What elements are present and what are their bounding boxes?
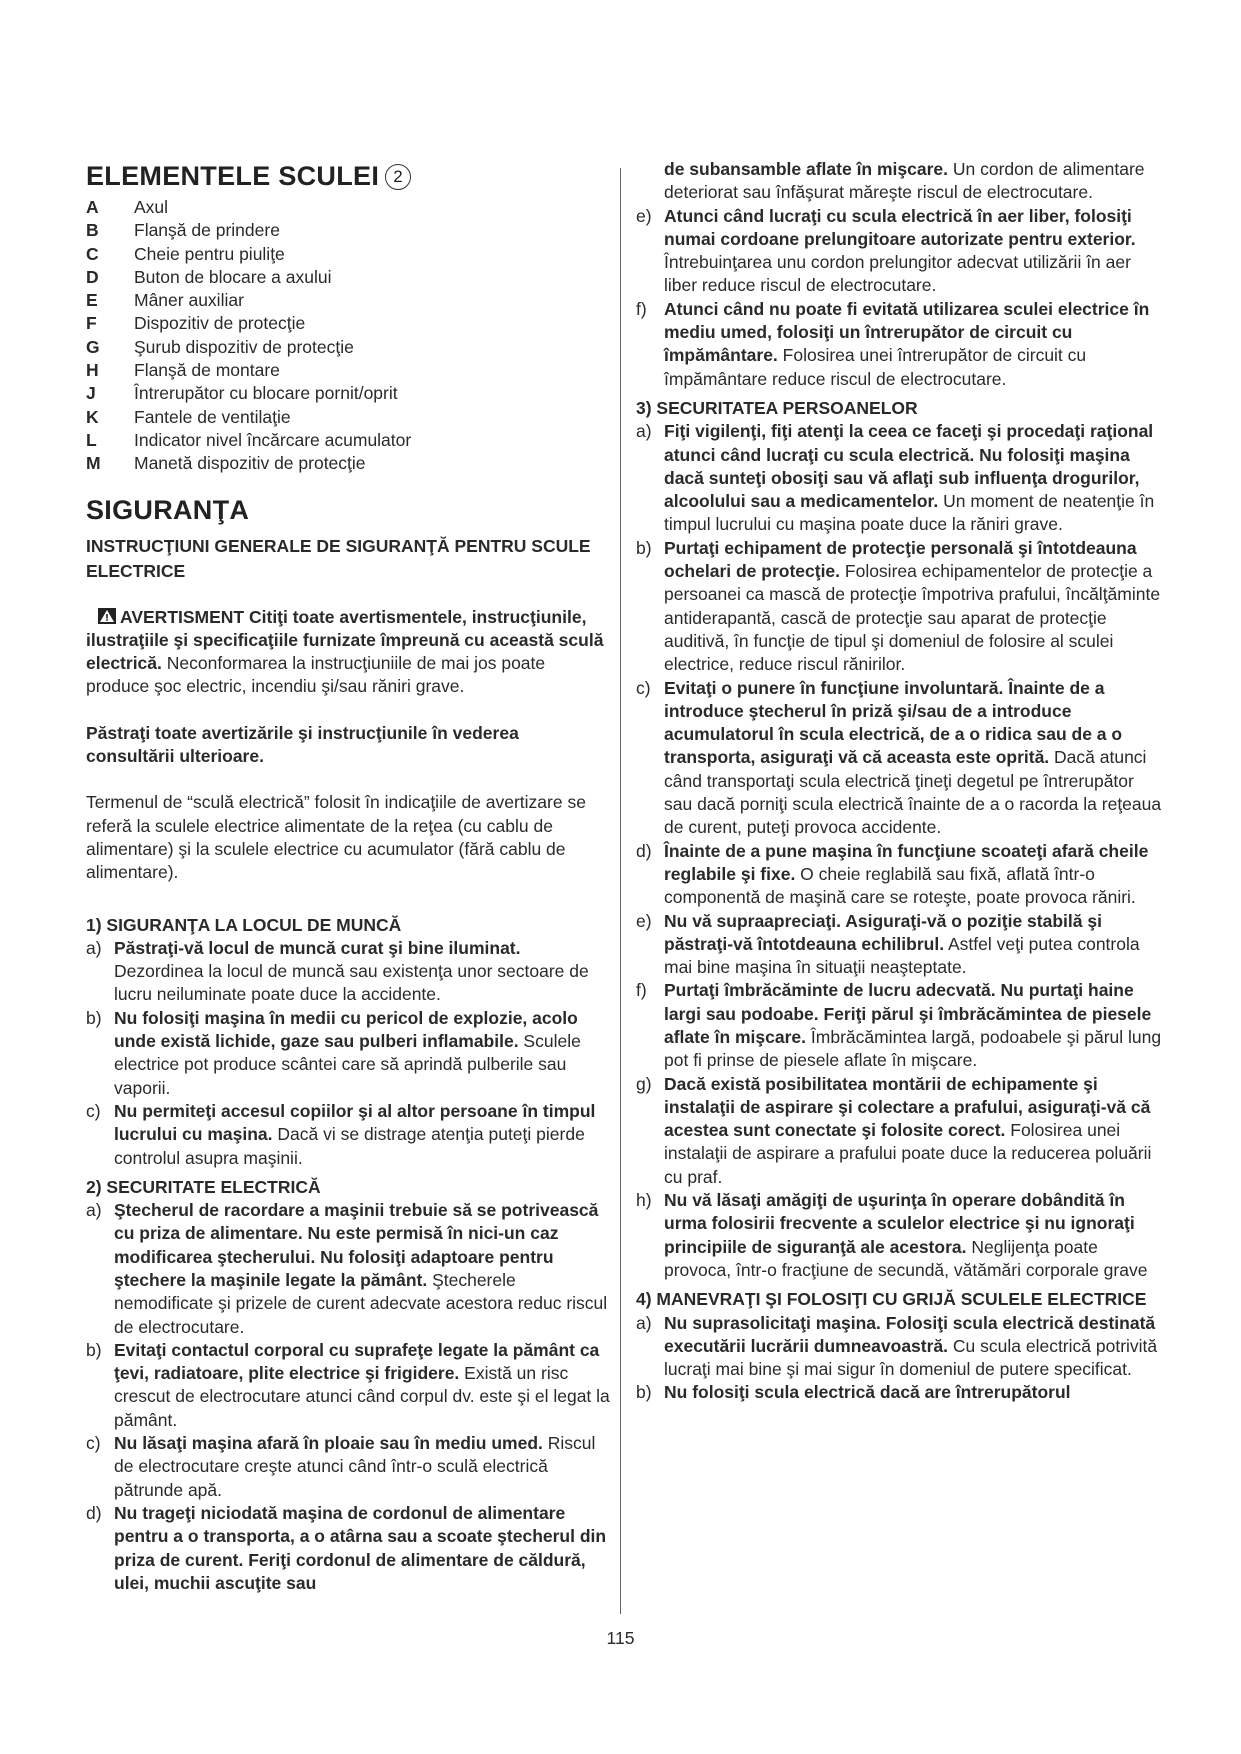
list-item bbox=[636, 910, 1162, 980]
item-letter: f) bbox=[636, 980, 647, 1001]
item-bold: Nu vă lăsaţi amăgiţi de uşurinţa în operare dobândită în urma folosirii frecvente a sculelor electrice şi nu ignoraţi principiile de siguranţă ale acestora. bbox=[664, 1190, 1135, 1257]
part-label: Mâner auxiliar bbox=[134, 290, 244, 311]
item-text bbox=[664, 1189, 1162, 1282]
page-number: 115 bbox=[606, 1628, 635, 1648]
item-letter: b) bbox=[636, 537, 652, 558]
item-bold: Nu lăsaţi maşina afară în ploaie sau în mediu umed. bbox=[114, 1433, 543, 1454]
part-item bbox=[86, 406, 610, 429]
item-text bbox=[664, 537, 1162, 677]
item-letter: a) bbox=[86, 1200, 102, 1221]
part-item bbox=[86, 359, 610, 382]
part-key: H bbox=[86, 360, 99, 381]
list-item bbox=[86, 1502, 610, 1595]
list-item bbox=[636, 420, 1162, 536]
item-letter: d) bbox=[636, 840, 652, 861]
item-normal: Îmbrăcămintea largă, podoabele şi părul lung pot fi prinse de piesele aflate în mişcare. bbox=[664, 1026, 1162, 1071]
section-3-title: 3) SECURITATEA PERSOANELOR bbox=[636, 397, 918, 418]
figure-ref-badge: 2 bbox=[385, 164, 411, 190]
item-text bbox=[664, 1312, 1162, 1382]
item-text bbox=[664, 677, 1162, 840]
item-bold: Purtaţi echipament de protecţie personală şi întotdeauna ochelari de protecţie. bbox=[664, 537, 1137, 582]
item-bold: Nu trageţi niciodată maşina de cordonul de alimentare pentru a o transporta, a o atârna sau a scoate ştecherul din priza de curent. Feriţi cordonul de alimentare de căldură, ulei, muchii ascuţite sau bbox=[114, 1502, 607, 1593]
elements-title: ELEMENTELE SCULEI bbox=[86, 161, 380, 191]
item-bold: Nu vă supraapreciaţi. Asiguraţi-vă o poziţie stabilă şi păstraţi-vă întotdeauna echilibrul. bbox=[664, 910, 1102, 954]
warning-paragraph bbox=[86, 606, 610, 699]
part-item bbox=[86, 289, 610, 312]
item-letter: f) bbox=[636, 298, 647, 319]
part-label: Axul bbox=[134, 197, 169, 217]
elements-heading bbox=[86, 158, 610, 194]
part-key: F bbox=[86, 313, 97, 334]
part-item bbox=[86, 219, 610, 242]
item-normal: Astfel veţi putea controla mai bine maşina în situaţii neaşteptate. bbox=[664, 933, 1140, 978]
part-label: Întrerupător cu blocare pornit/oprit bbox=[134, 383, 398, 404]
part-key: D bbox=[86, 266, 99, 287]
item-bold: Fiţi vigilenţi, fiţi atenţi la ceea ce faceţi şi procedaţi raţional atunci când lucraţi cu scula electrică. Nu folosiţi maşina dacă sunteţi obosiţi sau vă aflaţi sub influenţa drogurilor, alcoolului sau a medicamentelor. bbox=[664, 421, 1154, 512]
safety-subtitle: INSTRUCŢIUNI GENERALE DE SIGURANŢĂ PENTRU SCULE ELECTRICE bbox=[86, 535, 591, 581]
item-text bbox=[664, 910, 1162, 980]
item-letter: a) bbox=[636, 1312, 652, 1333]
right-column bbox=[636, 158, 1162, 1405]
part-item bbox=[86, 312, 610, 335]
part-key: M bbox=[86, 453, 101, 474]
item-text bbox=[664, 1381, 1162, 1404]
list-item bbox=[86, 1339, 610, 1432]
item-letter: c) bbox=[86, 1100, 101, 1121]
list-item bbox=[86, 1432, 610, 1502]
part-label: Flanşă de montare bbox=[134, 360, 280, 381]
item-bold: Atunci când lucraţi cu scula electrică în aer liber, folosiţi numai cordoane prelungitoare autorizate pentru exterior. bbox=[664, 205, 1136, 249]
part-item bbox=[86, 429, 610, 452]
item-normal: O cheie reglabilă sau fixă, aflată într-o componentă de maşină care se roteşte, poate provoca răniri. bbox=[664, 863, 1136, 908]
part-item bbox=[86, 452, 610, 475]
part-label: Dispozitiv de protecţie bbox=[134, 313, 306, 334]
part-key: B bbox=[86, 220, 99, 241]
list-item bbox=[636, 537, 1162, 677]
item-bold: Nu folosiţi maşina în medii cu pericol de explozie, acolo unde există lichide, gaze sau pulberi inflamabile. bbox=[114, 1007, 578, 1052]
part-key: K bbox=[86, 406, 99, 427]
item-normal: Dacă atunci când transportaţi scula electrică ţineţi degetul pe întrerupător sau dacă porniţi scula electrică înainte de a o racorda la reţeaua de curent, puteţi provoca accidente. bbox=[664, 747, 1162, 838]
section-4-title: 4) MANEVRAŢI ŞI FOLOSIŢI CU GRIJĂ SCULELE ELECTRICE bbox=[636, 1289, 1147, 1310]
part-label: Fantele de ventilaţie bbox=[134, 406, 291, 427]
item-normal: Dezordinea la locul de muncă sau existenţa unor sectoare de lucru neiluminate poate duce la accidente. bbox=[114, 961, 589, 1005]
item-bold: Nu folosiţi scula electrică dacă are întrerupătorul bbox=[664, 1382, 1071, 1403]
term-definition: Termenul de “sculă electrică” folosit în indicaţiile de avertizare se referă la sculele electrice alimentate de la reţea (cu cablu de alimentare) şi la sculele electrice cu acumulator (fără cablu de alimentare). bbox=[86, 792, 586, 883]
part-label: Buton de blocare a axului bbox=[134, 266, 332, 287]
item-letter: a) bbox=[636, 421, 652, 442]
item-letter: b) bbox=[86, 1007, 102, 1028]
part-item bbox=[86, 336, 610, 359]
item-letter: d) bbox=[86, 1502, 102, 1523]
item-normal: Folosirea unei întrerupător de circuit cu împământare reduce riscul de electrocutare. bbox=[664, 345, 1087, 389]
item-letter: c) bbox=[636, 677, 651, 698]
list-item bbox=[636, 205, 1162, 298]
list-item bbox=[636, 1073, 1162, 1189]
item-letter: h) bbox=[636, 1190, 652, 1211]
safety-heading: SIGURANŢA bbox=[86, 494, 250, 525]
item-normal: Ştecherele nemodificate şi prizele de curent adecvate acestora reduc riscul de electrocutare. bbox=[114, 1269, 608, 1337]
list-item bbox=[636, 1381, 1162, 1404]
item-normal: Neglijenţa poate provoca, într-o fracţiune de secundă, vătămări corporale grave bbox=[664, 1236, 1148, 1280]
list-item bbox=[636, 298, 1162, 391]
item-bold: Nu permiteţi accesul copiilor şi al altor persoane în timpul lucrului cu maşina. bbox=[114, 1100, 596, 1145]
item-normal: Sculele electrice pot produce scântei care să aprindă pulberile sau vaporii. bbox=[114, 1031, 581, 1098]
part-key: E bbox=[86, 290, 98, 311]
list-item bbox=[636, 840, 1162, 910]
item-bold: Dacă există posibilitatea montării de echipamente şi instalaţii de aspirare şi colectare a prafului, asiguraţi-vă că acestea sunt conectate şi folosite corect. bbox=[664, 1073, 1151, 1141]
item-normal: Un cordon de alimentare deteriorat sau înfăşurat măreşte riscul de electrocutare. bbox=[664, 159, 1145, 203]
column-divider bbox=[620, 168, 621, 1614]
left-column bbox=[86, 158, 610, 1595]
item-bold: Evitaţi contactul corporal cu suprafeţe legate la pământ ca ţevi, radiatoare, plite electrice şi frigidere. bbox=[114, 1339, 600, 1384]
item-text bbox=[664, 840, 1162, 910]
part-label: Cheie pentru piuliţe bbox=[134, 243, 285, 264]
item-letter: b) bbox=[86, 1339, 102, 1360]
section-2-title: 2) SECURITATE ELECTRICĂ bbox=[86, 1176, 321, 1197]
item-letter: a) bbox=[86, 937, 102, 958]
part-item bbox=[86, 382, 610, 405]
part-key: G bbox=[86, 336, 100, 357]
item-text bbox=[664, 979, 1162, 1072]
item-bold: Înainte de a pune maşina în funcţiune scoateţi afară cheile reglabile şi fixe. bbox=[664, 840, 1149, 884]
part-item bbox=[86, 243, 610, 266]
item-normal: Există un risc crescut de electrocutare atunci când corpul dv. este şi el legat la pământ. bbox=[114, 1363, 610, 1430]
part-item bbox=[86, 266, 610, 289]
item-normal: Întrebuinţarea unu cordon prelungitor adecvat utilizării în aer liber reduce riscul de electrocutare. bbox=[664, 252, 1131, 296]
warning-icon bbox=[98, 608, 116, 624]
item-bold: Păstraţi-vă locul de muncă curat şi bine iluminat. bbox=[114, 937, 521, 958]
warning-text: Neconformarea la instrucţiuniile de mai jos poate produce şoc electric, incendiu şi/sau răniri grave. bbox=[86, 653, 546, 697]
list-item bbox=[86, 1100, 610, 1170]
part-label: Indicator nivel încărcare acumulator bbox=[134, 429, 412, 450]
item-normal: Cu scula electrică potrivită lucraţi mai bine şi mai sigur în domeniul de putere specificat. bbox=[664, 1335, 1158, 1380]
item-normal: Folosirea unei instalaţii de aspirare a prafului poate duce la reducerea poluării cu praf. bbox=[664, 1120, 1152, 1187]
item-letter: e) bbox=[636, 910, 652, 931]
item-text bbox=[664, 420, 1162, 536]
item-text bbox=[114, 1100, 610, 1170]
list-item bbox=[636, 1189, 1162, 1282]
item-letter: g) bbox=[636, 1073, 652, 1094]
item-normal: Un moment de neatenţie în timpul lucrului cu maşina poate duce la răniri grave. bbox=[664, 491, 1155, 535]
part-key: C bbox=[86, 243, 99, 264]
section-1-title: 1) SIGURANŢA LA LOCUL DE MUNCĂ bbox=[86, 914, 402, 935]
list-item bbox=[636, 979, 1162, 1072]
item-text bbox=[114, 1199, 610, 1339]
part-label: Flanşă de prindere bbox=[134, 220, 280, 241]
item-text bbox=[114, 1432, 610, 1502]
part-key: J bbox=[86, 383, 96, 404]
item-text bbox=[664, 1073, 1162, 1189]
item-bold: de subansamble aflate în mişcare. bbox=[664, 159, 949, 179]
list-item bbox=[86, 937, 610, 1007]
part-key: L bbox=[86, 429, 97, 450]
part-item bbox=[86, 196, 610, 219]
item-text bbox=[114, 1502, 610, 1595]
item-normal: Riscul de electrocutare creşte atunci când într-o sculă electrică pătrunde apă. bbox=[114, 1433, 596, 1500]
part-label: Manetă dispozitiv de protecţie bbox=[134, 453, 366, 474]
item-bold: Atunci când nu poate fi evitată utilizarea sculei electrice în mediu umed, folosiţi un întrerupător de circuit cu împământare. bbox=[664, 298, 1150, 366]
list-item bbox=[636, 1312, 1162, 1382]
item-text bbox=[114, 1007, 610, 1100]
item-normal: Folosirea echipamentelor de protecţie a persoanei ca mască de protecţie împotriva prafului, încălţăminte antiderapantă, cască de protecţie sau aparat de protecţie auditivă, în funcţie de tipul şi domeniul de folosire al sculei electrice, reduce riscul rănirilor. bbox=[664, 561, 1161, 675]
part-label: Şurub dispozitiv de protecţie bbox=[134, 336, 354, 357]
list-item bbox=[86, 1007, 610, 1100]
warning-bold: AVERTISMENT Citiţi toate avertismentele, instrucţiunile, ilustraţiile şi specificaţiile furnizate împreună cu această sculă electrică. bbox=[86, 606, 604, 674]
list-item bbox=[636, 677, 1162, 840]
parts-list bbox=[86, 196, 610, 476]
part-key: A bbox=[86, 197, 99, 217]
list-item bbox=[86, 1199, 610, 1339]
item-text bbox=[114, 1339, 610, 1432]
item-letter: c) bbox=[86, 1433, 101, 1454]
item-text bbox=[664, 205, 1162, 298]
item-normal: Dacă vi se distrage atenţia puteţi pierde controlul asupra maşinii. bbox=[114, 1124, 585, 1168]
item-bold: Evitaţi o punere în funcţiune involuntară. Înainte de a introduce ştecherul în priză şi/sau de a introduce acumulatorul în scula electrică, de a o ridica sau de a o transporta, asiguraţi vă că aceasta este oprită. bbox=[664, 677, 1123, 768]
item-text bbox=[664, 298, 1162, 391]
item-continuation bbox=[636, 158, 1162, 205]
item-letter: e) bbox=[636, 205, 652, 226]
item-bold: Nu suprasolicitaţi maşina. Folosiţi scula electrică destinată executării lucrării dumneavoastră. bbox=[664, 1312, 1156, 1356]
item-text bbox=[114, 937, 610, 1007]
keep-instructions: Păstraţi toate avertizările şi instrucţiunile în vederea consultării ulterioare. bbox=[86, 722, 519, 767]
item-bold: Ştecherul de racordare a maşinii trebuie să se potrivească cu priza de alimentare. Nu este permisă în nici-un caz modificarea ştecherului. Nu folosiţi adaptoare pentru ştechere la maşinile legate la pământ. bbox=[114, 1200, 599, 1290]
item-bold: Purtaţi îmbrăcăminte de lucru adecvată. Nu purtaţi haine largi sau podoabe. Feriţi părul şi îmbrăcămintea de piesele aflate în mişcare. bbox=[664, 980, 1152, 1047]
item-letter: b) bbox=[636, 1382, 652, 1403]
